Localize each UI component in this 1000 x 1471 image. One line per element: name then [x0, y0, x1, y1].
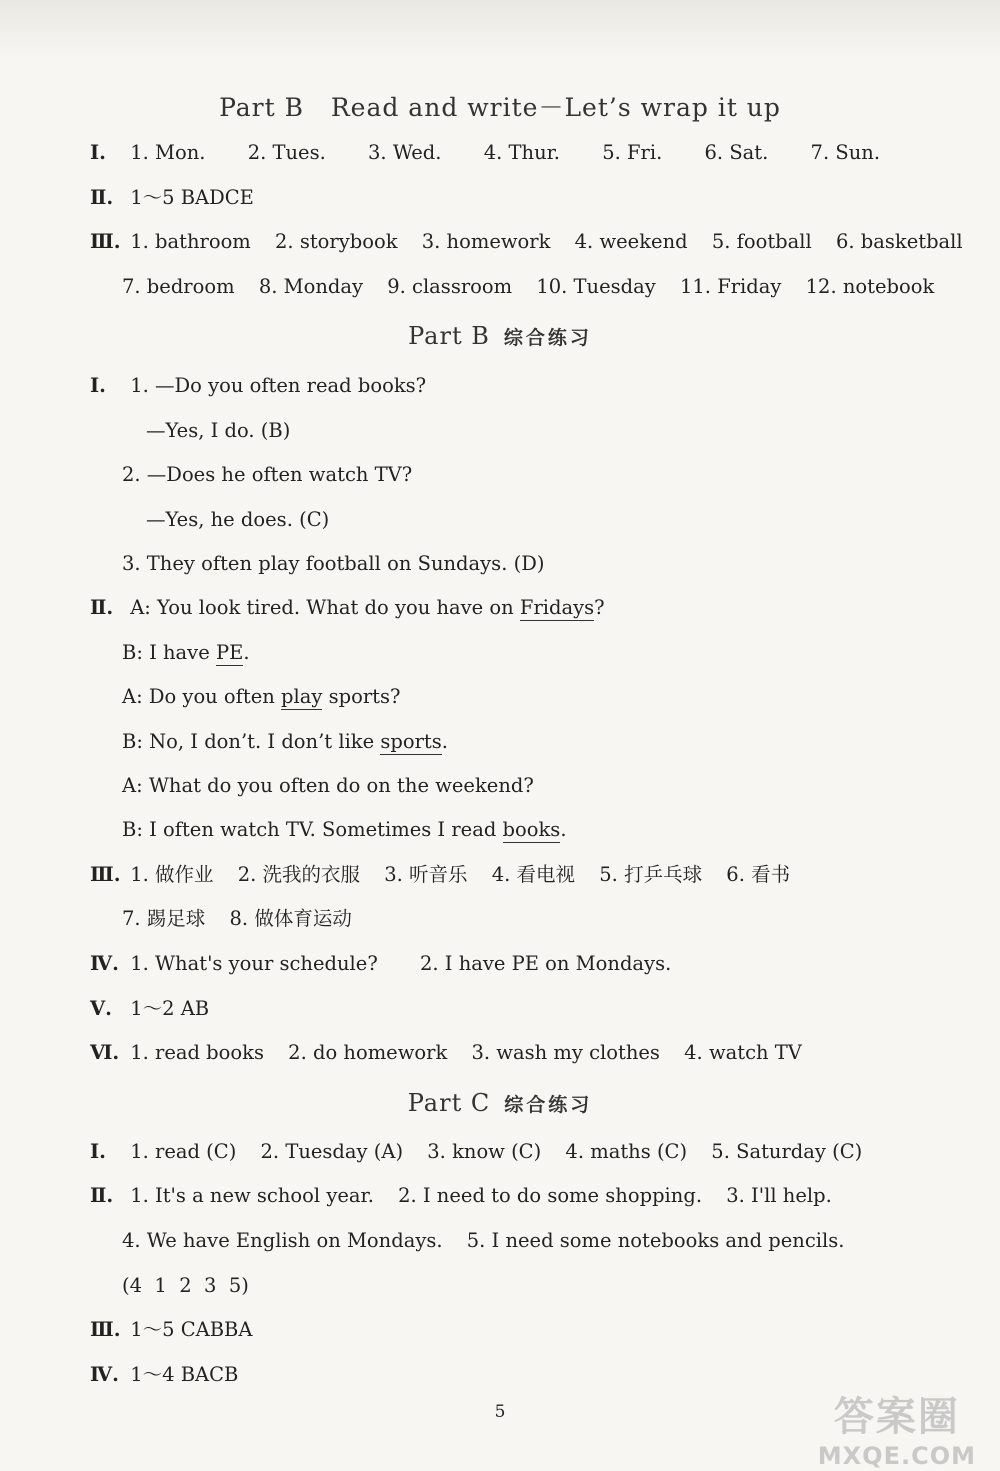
answer-row-s3-q2-order — [122, 1273, 249, 1299]
answer-row-s2-q2-1 — [90, 595, 605, 621]
section-subtitle: 综合练习 — [504, 1094, 593, 1116]
answer-item: 4. maths (C) — [565, 1140, 688, 1163]
answer-item: 3. know (C) — [427, 1140, 542, 1163]
answer-item: 7. bedroom — [122, 275, 235, 298]
answer-item: 6. Sat. — [704, 141, 769, 164]
answer-item: 5. football — [711, 230, 812, 253]
answer-item: 2. Tuesday (A) — [260, 1140, 404, 1163]
answer-item: 8. Monday — [258, 275, 364, 298]
dialogue-text: A: What do you often do on the weekend? — [122, 774, 534, 797]
answer-row-s3-q2-b — [122, 1228, 844, 1254]
section-title-part-c-practice — [0, 1089, 1000, 1117]
answer-item: 4. weekend — [574, 230, 688, 253]
filled-blank: books — [502, 818, 561, 841]
answer-item: 5. Fri. — [602, 141, 663, 164]
scan-top-band — [0, 0, 1000, 60]
answer-row-s2-q1-2 — [146, 418, 290, 444]
answer-row-s1-q1 — [90, 140, 880, 166]
answer-item: 5. I need some notebooks and pencils. — [466, 1229, 845, 1252]
answer-text: 2. —Does he often watch TV? — [122, 463, 413, 486]
answer-item: 6. 看书 — [726, 863, 791, 886]
answer-row-s2-q2-3 — [122, 684, 400, 710]
answer-item: 2. storybook — [275, 230, 398, 253]
dialogue-text: A: You look tired. What do you have on — [130, 596, 520, 619]
answer-item: 4. Thur. — [483, 141, 561, 164]
answer-row-s2-q6 — [90, 1040, 802, 1066]
answer-text: —Yes, I do. (B) — [146, 419, 291, 442]
answer-row-s2-q1-1 — [90, 373, 426, 399]
question-number: Ⅲ. — [90, 863, 121, 886]
answer-item: 11. Friday — [679, 275, 782, 298]
answer-row-s3-q3 — [90, 1317, 252, 1343]
answer-row-s2-q1-3 — [122, 462, 412, 488]
answer-row-s1-q3-b — [122, 274, 934, 300]
answer-row-s2-q2-2 — [122, 640, 250, 666]
answer-row-s2-q1-5 — [122, 551, 544, 577]
dialogue-text: ? — [594, 596, 605, 619]
answer-item: 4. 看电视 — [491, 863, 576, 886]
dialogue-text: B: I often watch TV. Sometimes I read — [122, 818, 503, 841]
dialogue-text: A: Do you often — [122, 685, 282, 708]
answer-item: 3. homework — [421, 230, 551, 253]
answer-row-s2-q3-b — [122, 906, 352, 932]
answer-row-s2-q2-6 — [122, 817, 567, 843]
answer-item: 3. I'll help. — [726, 1184, 832, 1207]
answer-item: 9. classroom — [387, 275, 513, 298]
answer-item: 1. bathroom — [130, 230, 251, 253]
question-number: Ⅲ. — [90, 1318, 121, 1341]
section-title-text: Part C — [407, 1089, 491, 1117]
answer-item: 7. Sun. — [810, 141, 881, 164]
section-subtitle: 综合练习 — [503, 327, 592, 349]
answer-row-s2-q3-a — [90, 862, 790, 888]
answer-item: 5. Saturday (C) — [711, 1140, 863, 1163]
section-title-part-b-practice — [0, 322, 1000, 350]
answer-item: 1. What's your schedule? — [130, 952, 378, 975]
answer-row-s3-q1 — [90, 1139, 862, 1165]
answer-item: 1. Mon. — [130, 141, 206, 164]
question-number: Ⅰ. — [90, 141, 106, 164]
answer-text: 1～5 CABBA — [130, 1318, 253, 1341]
watermark-logo — [818, 1385, 976, 1470]
answer-text: —Yes, he does. (C) — [146, 508, 330, 531]
answer-item: 6. basketball — [835, 230, 963, 253]
watermark-url: MXQE.COM — [817, 1442, 976, 1470]
answer-row-s3-q2-a — [90, 1183, 832, 1209]
question-number: Ⅱ. — [90, 596, 114, 619]
dialogue-text: . — [560, 818, 567, 841]
answer-item: 4. watch TV — [684, 1041, 802, 1064]
answer-text: 1. —Do you often read books? — [130, 374, 427, 397]
answer-item: 2. do homework — [288, 1041, 448, 1064]
answer-item: 5. 打乒乓球 — [599, 863, 703, 886]
filled-blank: PE — [215, 641, 244, 664]
answer-text: 1～5 BADCE — [130, 186, 254, 209]
question-number: Ⅳ. — [90, 952, 119, 975]
answer-row-s1-q3-a — [90, 229, 963, 255]
answer-row-s2-q5 — [90, 996, 209, 1022]
answer-row-s2-q1-4 — [146, 507, 329, 533]
answer-item: 3. wash my clothes — [471, 1041, 660, 1064]
section-title-read-and-write: Part B Read and write－Let’s wrap it up — [219, 93, 781, 122]
dialogue-text: sports? — [322, 685, 401, 708]
answer-item: 10. Tuesday — [536, 275, 656, 298]
answer-text: 1～2 AB — [130, 997, 210, 1020]
question-number: Ⅱ. — [90, 186, 114, 209]
dialogue-text: B: I have — [122, 641, 216, 664]
answer-item: 2. I have PE on Mondays. — [419, 952, 672, 975]
answer-item: 12. notebook — [805, 275, 935, 298]
answer-item: 8. 做体育运动 — [229, 907, 352, 930]
answer-order: (4 1 2 3 5) — [122, 1274, 249, 1297]
question-number: Ⅵ. — [90, 1041, 120, 1064]
answer-text: 3. They often play football on Sundays. (D) — [122, 552, 545, 575]
answer-item: 3. 听音乐 — [384, 863, 468, 886]
watermark-text: 答案圈 — [833, 1394, 960, 1440]
answer-item: 2. Tues. — [247, 141, 326, 164]
dialogue-text: . — [441, 730, 448, 753]
filled-blank: sports — [380, 730, 442, 753]
answer-text: 1～4 BACB — [130, 1363, 239, 1386]
answer-item: 1. 做作业 — [130, 863, 214, 886]
answer-item: 2. I need to do some shopping. — [398, 1184, 703, 1207]
answer-item: 2. 洗我的衣服 — [237, 863, 361, 886]
filled-blank: Fridays — [519, 596, 595, 619]
answer-item: 7. 踢足球 — [122, 907, 206, 930]
answer-row-s3-q4 — [90, 1362, 238, 1388]
answer-row-s2-q2-4 — [122, 729, 448, 755]
dialogue-text: . — [243, 641, 250, 664]
answer-row-s1-q2 — [90, 185, 254, 211]
section-title-text: Part B — [408, 322, 490, 350]
dialogue-text: B: No, I don’t. I don’t like — [122, 730, 381, 753]
answer-item: 1. read books — [130, 1041, 264, 1064]
question-number: Ⅱ. — [90, 1184, 114, 1207]
answer-item: 4. We have English on Mondays. — [122, 1229, 443, 1252]
question-number: Ⅲ. — [90, 230, 121, 253]
question-number: Ⅳ. — [90, 1363, 119, 1386]
answer-item: 3. Wed. — [368, 141, 442, 164]
answer-item: 1. read (C) — [130, 1140, 237, 1163]
filled-blank: play — [281, 685, 323, 708]
page-number: 5 — [494, 1402, 506, 1422]
question-number: Ⅰ. — [90, 1140, 106, 1163]
answer-row-s2-q4 — [90, 951, 671, 977]
answer-item: 1. It's a new school year. — [130, 1184, 374, 1207]
question-number: Ⅰ. — [90, 374, 106, 397]
answer-row-s2-q2-5 — [122, 773, 534, 799]
question-number: Ⅴ. — [90, 997, 112, 1020]
